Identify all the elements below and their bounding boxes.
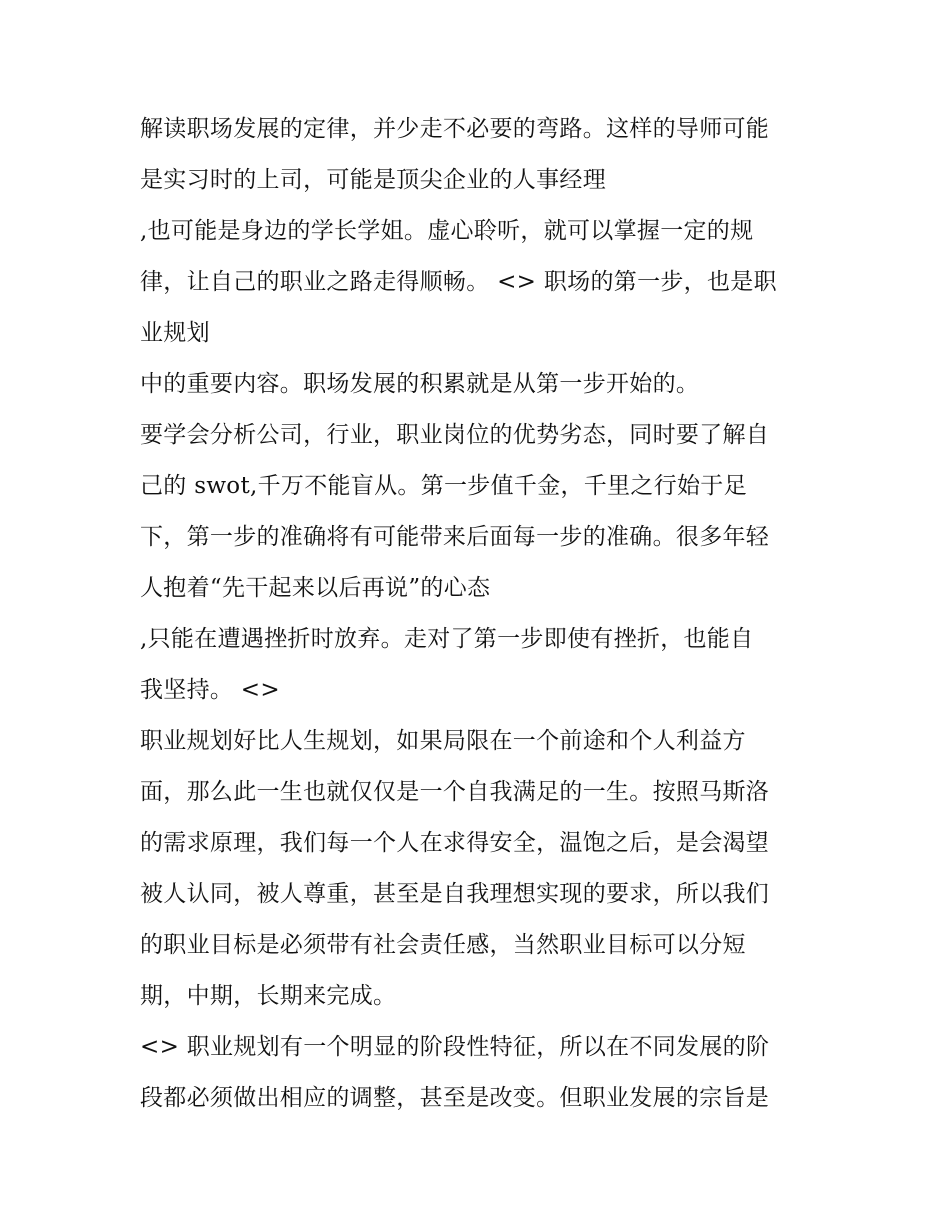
text-line: 的需求原理，我们每一个人在求得安全，温饱之后，是会渴望	[140, 830, 770, 856]
body-text	[140, 104, 820, 1124]
text-line: 下，第一步的准确将有可能带来后面每一步的准确。很多年轻	[140, 524, 770, 550]
text-line: 解读职场发展的定律，并少走不必要的弯路。这样的导师可能	[140, 116, 770, 142]
text-line: 律，让自己的职业之路走得顺畅。 <> 职场的第一步，也是职	[140, 269, 777, 295]
text-line: 要学会分析公司，行业，职业岗位的优势劣态，同时要了解自	[140, 422, 770, 448]
text-line: 是实习时的上司，可能是顶尖企业的人事经理	[140, 167, 606, 193]
text-line: 我坚持。 <>	[140, 677, 280, 703]
text-line: 业规划	[140, 320, 210, 346]
text-line: 面，那么此一生也就仅仅是一个自我满足的一生。按照马斯洛	[140, 779, 770, 805]
text-line: 己的 swot,千万不能盲从。第一步值千金，千里之行始于足	[140, 473, 747, 499]
text-line: 的职业目标是必须带有社会责任感，当然职业目标可以分短	[140, 932, 746, 958]
text-line: 中的重要内容。职场发展的积累就是从第一步开始的。	[140, 371, 700, 397]
text-line: 被人认同，被人尊重，甚至是自我理想实现的要求，所以我们	[140, 881, 770, 907]
text-line: 期，中期，长期来完成。	[140, 983, 397, 1009]
text-line: 职业规划好比人生规划，如果局限在一个前途和个人利益方	[140, 728, 746, 754]
text-line: ,也可能是身边的学长学姐。虚心聆听，就可以掌握一定的规	[140, 218, 754, 244]
text-line: ,只能在遭遇挫折时放弃。走对了第一步即使有挫折，也能自	[140, 626, 754, 652]
text-line: <> 职业规划有一个明显的阶段性特征，所以在不同发展的阶	[140, 1034, 770, 1060]
text-line: 段都必须做出相应的调整，甚至是改变。但职业发展的宗旨是	[140, 1085, 770, 1111]
text-line: 人抱着“先干起来以后再说”的心态	[140, 575, 491, 601]
